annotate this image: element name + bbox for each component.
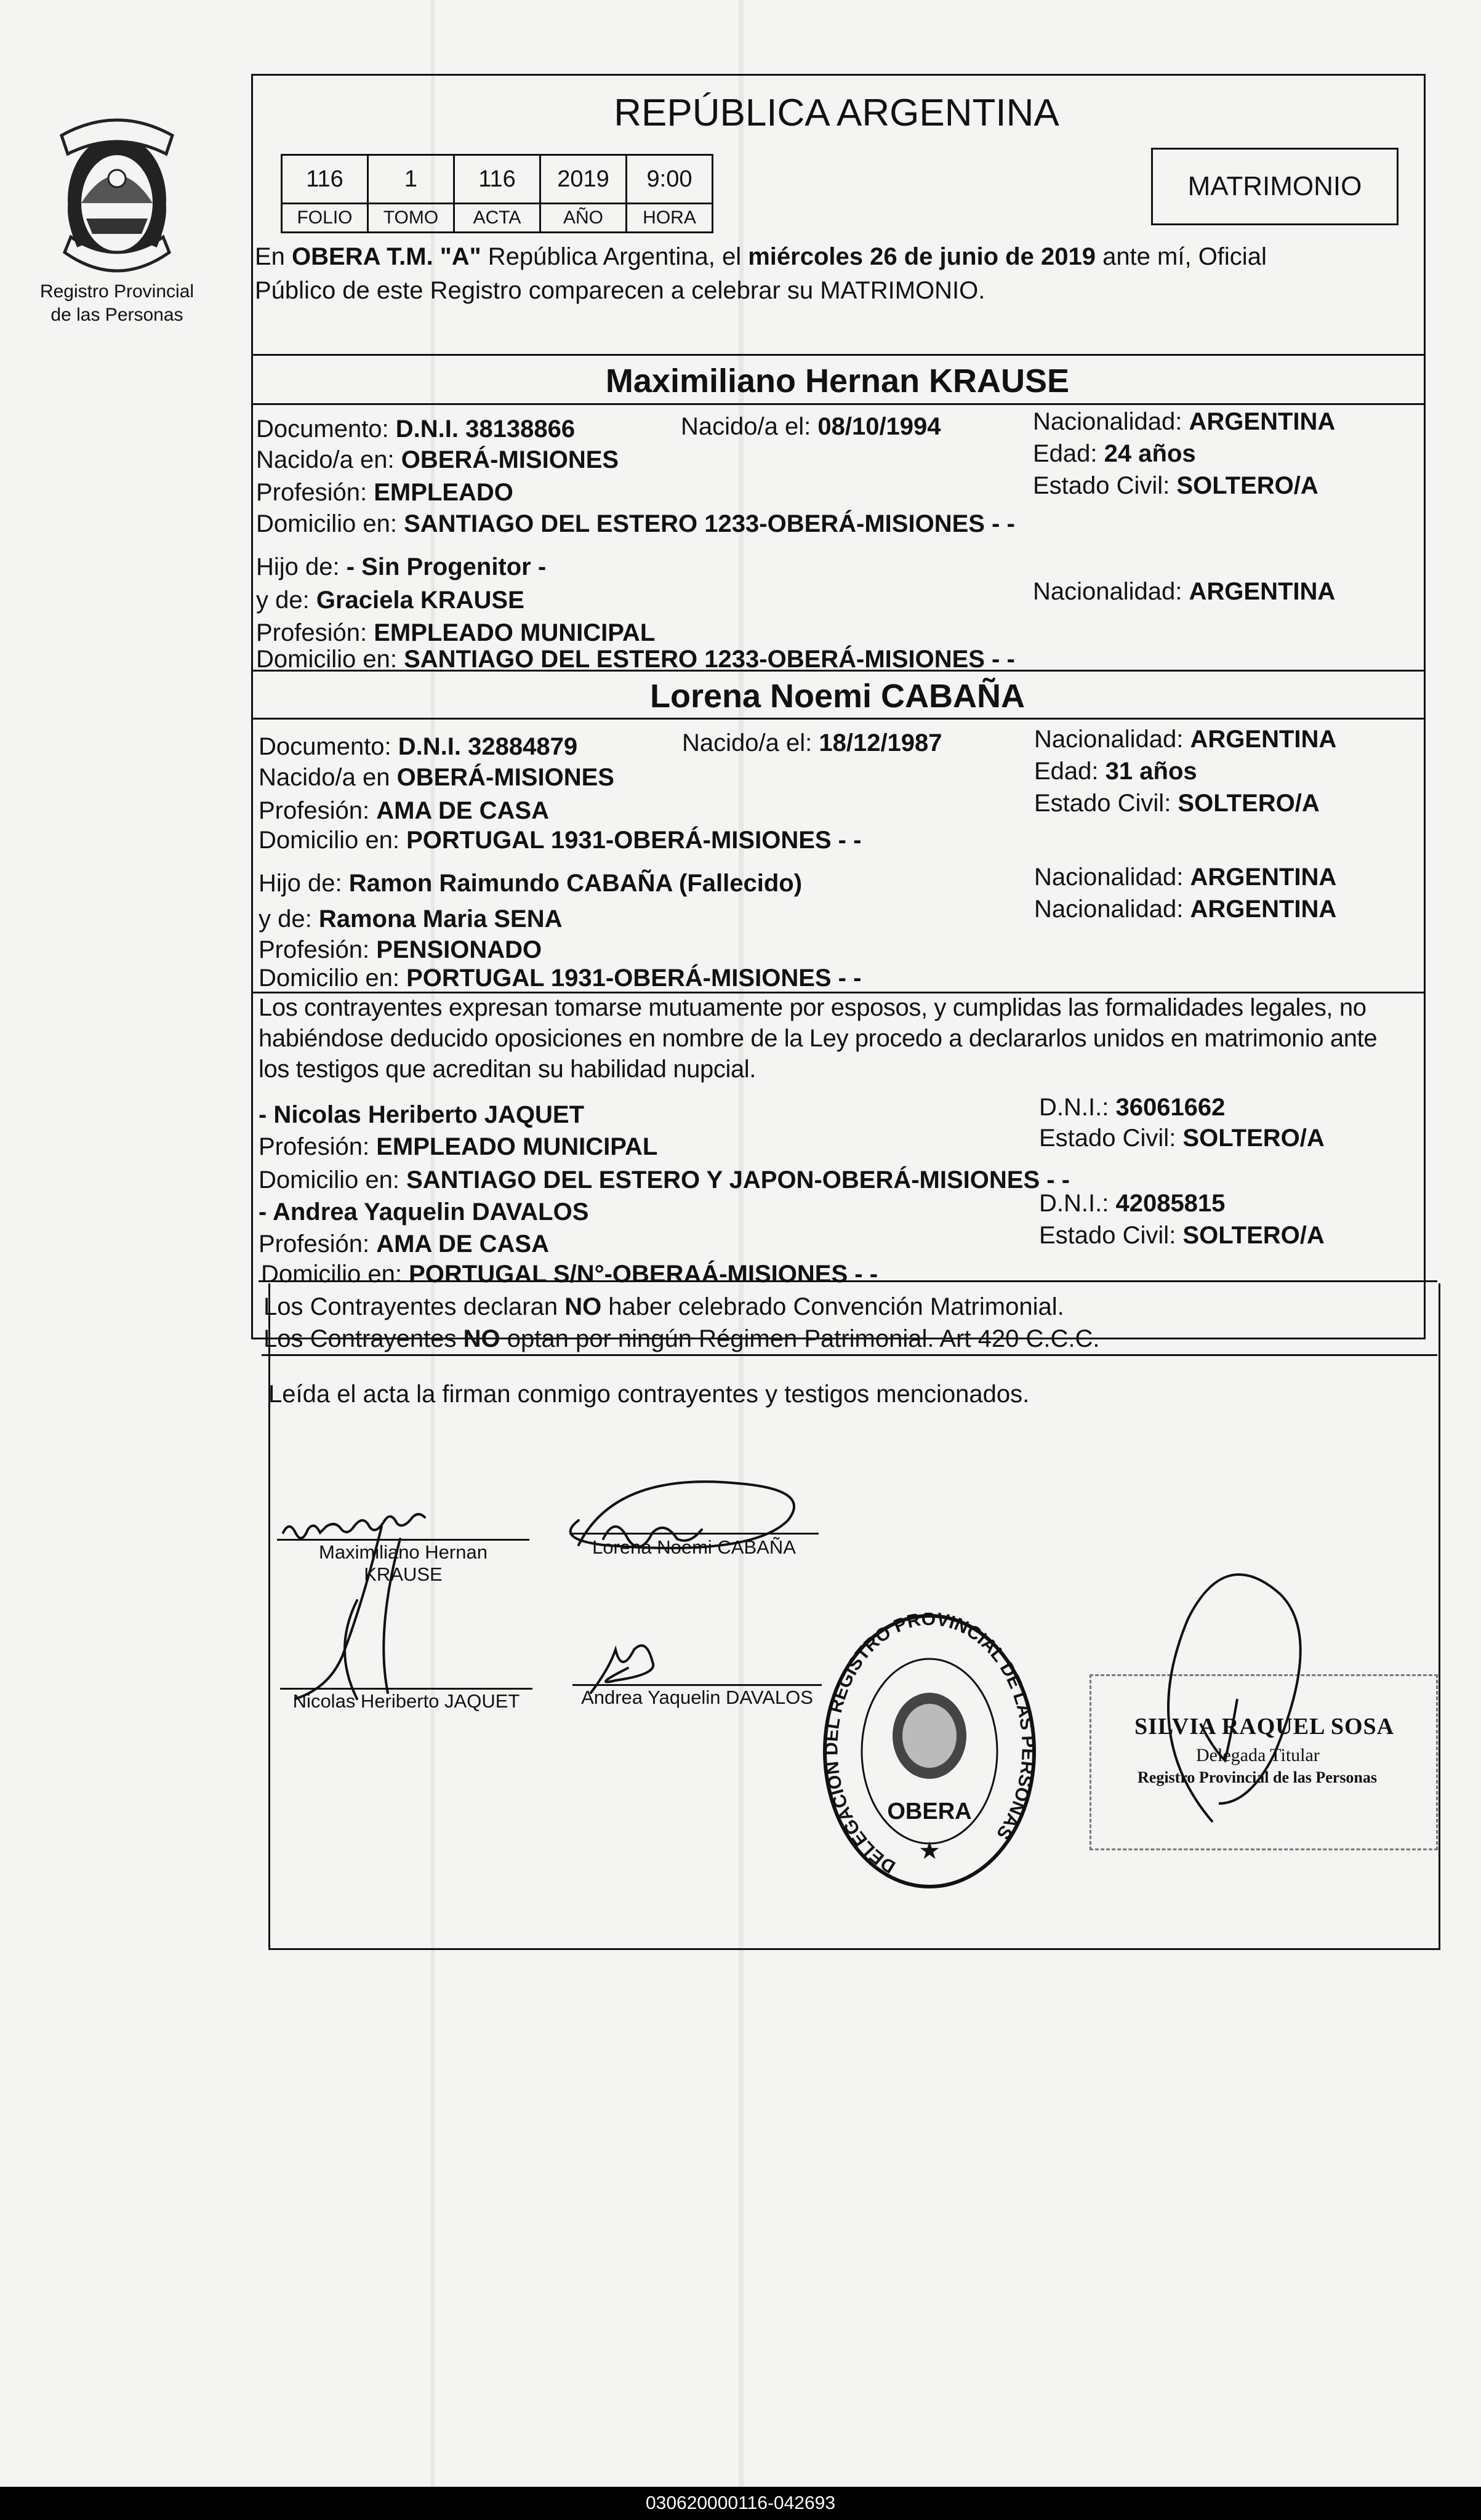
witness2-civil	[1039, 1220, 1325, 1251]
intro-date: miércoles 26 de junio de 2019	[748, 243, 1096, 270]
value: 36061662	[1115, 1094, 1226, 1121]
value: SOLTERO/A	[1182, 1125, 1325, 1152]
emphasis: NO	[463, 1325, 500, 1352]
value: EMPLEADO MUNICIPAL	[374, 619, 656, 646]
value: D.N.I. 32884879	[398, 733, 578, 760]
country-title: REPÚBLICA ARGENTINA	[614, 92, 1059, 134]
witness2-dni	[1039, 1188, 1225, 1219]
hora-label: HORA	[627, 204, 713, 233]
spouse1-mother	[256, 585, 524, 616]
value: Ramona Maria SENA	[318, 905, 563, 933]
spouse1-born-in	[256, 444, 619, 475]
label: Profesión:	[256, 479, 374, 506]
value: D.N.I. 38138866	[395, 415, 576, 443]
label: Nacido/a el:	[682, 729, 819, 756]
spouse1-profession	[256, 477, 513, 508]
value: 18/12/1987	[819, 729, 942, 756]
spouse2-civil	[1034, 788, 1320, 819]
caption-line: Maximiliano Hernan	[319, 1541, 488, 1563]
spouse1-age	[1033, 438, 1196, 469]
declaration-line: Los contrayentes expresan tomarse mutuamente por esposos, y cumplidas las formalidades legales, no	[259, 994, 1367, 1021]
hora-value: 9:00	[627, 155, 713, 204]
value: OBERÁ-MISIONES	[401, 446, 619, 473]
handwritten-signatures	[259, 1440, 874, 1810]
label: y de:	[259, 905, 319, 933]
spouse1-born-on	[681, 411, 941, 442]
official-org: Registro Provincial de las Personas	[1138, 1768, 1378, 1786]
label: Domicilio en:	[256, 646, 404, 673]
value: 42085815	[1115, 1190, 1226, 1217]
stamp-star-icon: ★	[918, 1837, 941, 1865]
label: Nacido/a en:	[256, 446, 401, 473]
label: D.N.I.:	[1039, 1190, 1116, 1217]
tomo-label: TOMO	[368, 204, 454, 233]
value: Ramon Raimundo CABAÑA (Fallecido)	[348, 870, 803, 897]
witness1-name: - Nicolas Heriberto JAQUET	[259, 1101, 585, 1128]
value: EMPLEADO MUNICIPAL	[376, 1133, 658, 1160]
witness1-dni	[1039, 1092, 1225, 1123]
value: ARGENTINA	[1189, 408, 1336, 435]
value: - Sin Progenitor -	[346, 553, 547, 580]
label: Domicilio en:	[259, 965, 407, 992]
spouse1-doc	[256, 414, 575, 444]
label: Profesión:	[259, 797, 377, 824]
label: Profesión:	[259, 1230, 377, 1258]
intro-line2: Público de este Registro comparecen a celebrar su MATRIMONIO.	[255, 277, 985, 304]
value: PENSIONADO	[376, 936, 542, 963]
folio-value: 116	[282, 155, 368, 204]
spouse2-born-in	[259, 762, 614, 793]
text: Los Contrayentes	[263, 1325, 464, 1352]
text: Los Contrayentes declaran	[263, 1293, 565, 1320]
acta-value: 116	[454, 155, 540, 204]
signature-spouse1-flourish	[295, 1527, 400, 1699]
label: Edad:	[1033, 440, 1104, 467]
delegation-round-stamp	[819, 1613, 1040, 1896]
label: Nacionalidad:	[1034, 726, 1190, 753]
spouse2-born-on	[682, 728, 942, 758]
spouse1-parent-address	[256, 644, 1015, 675]
label: Documento:	[256, 415, 396, 443]
convention-line2	[263, 1323, 1100, 1354]
divider	[262, 1354, 1437, 1356]
ano-value: 2019	[540, 155, 627, 204]
spouse1-father	[256, 552, 546, 582]
closing-text: Leída el acta la firman conmigo contrayentes y testigos mencionados.	[268, 1381, 1030, 1408]
label: Profesión:	[259, 1133, 377, 1160]
value: ARGENTINA	[1190, 726, 1337, 753]
official-title: Delegada Titular	[1196, 1745, 1320, 1765]
spouse2-father-nationality	[1034, 862, 1336, 893]
spouse1-name: Maximiliano Hernan KRAUSE	[605, 363, 1070, 399]
value: SANTIAGO DEL ESTERO 1233-OBERÁ-MISIONES - -	[404, 510, 1015, 537]
intro-line1	[255, 241, 1267, 272]
signature-spouse2	[571, 1482, 794, 1548]
label: Nacionalidad:	[1033, 408, 1189, 435]
label: Nacionalidad:	[1034, 864, 1190, 891]
value: ARGENTINA	[1189, 578, 1336, 605]
value: ARGENTINA	[1190, 896, 1337, 923]
spouse2-nationality	[1034, 724, 1336, 755]
signature-caption-spouse2: Lorena Noemi CABAÑA	[592, 1536, 796, 1558]
value: PORTUGAL 1931-OBERÁ-MISIONES - -	[406, 965, 862, 992]
divider	[251, 718, 1424, 720]
acta-label: ACTA	[454, 204, 540, 233]
registry-label-line2: de las Personas	[50, 305, 183, 325]
value: SOLTERO/A	[1176, 472, 1318, 499]
witness1-profession	[259, 1131, 657, 1162]
intro-text: República Argentina, el	[481, 243, 749, 270]
value: 31 años	[1105, 758, 1197, 785]
value: Graciela KRAUSE	[316, 587, 524, 614]
official-signature	[1139, 1563, 1360, 1859]
spouse2-profession	[259, 795, 549, 826]
witness1-address	[259, 1165, 1070, 1195]
label: Nacido/a en	[259, 764, 397, 791]
signature-caption-witness1: Nicolas Heriberto JAQUET	[292, 1690, 520, 1712]
spouse1-mother-nationality	[1033, 576, 1335, 607]
witness2-address	[261, 1262, 878, 1286]
label: Nacionalidad:	[1033, 578, 1189, 605]
value: AMA DE CASA	[376, 797, 549, 824]
label: Hijo de:	[259, 870, 349, 897]
text: optan por ningún Régimen Patrimonial. Art 420 C.C.C.	[500, 1325, 1100, 1352]
value: EMPLEADO	[374, 479, 513, 506]
record-type-box: MATRIMONIO	[1151, 148, 1399, 225]
spouse2-parent-profession	[259, 934, 542, 965]
spouse1-nationality	[1033, 406, 1335, 437]
label: y de:	[256, 587, 316, 614]
label: Estado Civil:	[1039, 1125, 1183, 1152]
value: PORTUGAL 1931-OBERÁ-MISIONES - -	[406, 827, 862, 854]
label: Domicilio en:	[259, 1166, 407, 1194]
ano-label: AÑO	[540, 204, 627, 233]
signature-caption-witness2: Andrea Yaquelin DAVALOS	[581, 1687, 813, 1708]
convention-line1	[263, 1291, 1064, 1322]
spouse2-parent-address	[259, 963, 861, 993]
witness1-civil	[1039, 1123, 1325, 1154]
label: Nacido/a el:	[681, 413, 818, 440]
emphasis: NO	[564, 1293, 602, 1320]
official-name: SILVIA RAQUEL SOSA	[1134, 1714, 1395, 1740]
registry-fields-table	[281, 154, 713, 233]
spouse2-mother-nationality	[1034, 894, 1336, 925]
spouse2-father	[259, 868, 802, 899]
label: Estado Civil:	[1039, 1222, 1183, 1249]
spouse1-civil	[1033, 470, 1318, 501]
value: 08/10/1994	[817, 413, 941, 440]
spouse2-mother	[259, 904, 563, 934]
value: OBERÁ-MISIONES	[396, 764, 614, 791]
witness2-name: - Andrea Yaquelin DAVALOS	[259, 1198, 589, 1226]
stamp-city: OBERA	[887, 1799, 972, 1824]
label: Hijo de:	[256, 553, 347, 580]
label: D.N.I.:	[1039, 1094, 1116, 1121]
label: Edad:	[1034, 758, 1106, 785]
value: SOLTERO/A	[1182, 1222, 1325, 1249]
label: Profesión:	[259, 936, 377, 963]
signature-witness2	[591, 1645, 653, 1693]
tomo-value: 1	[368, 155, 454, 204]
spouse1-address	[256, 508, 1015, 539]
spouse2-age	[1034, 756, 1197, 787]
value: SANTIAGO DEL ESTERO Y JAPON-OBERÁ-MISIONES - -	[406, 1166, 1070, 1194]
label: Profesión:	[256, 619, 374, 646]
registry-label	[18, 280, 215, 327]
value: SOLTERO/A	[1178, 790, 1320, 817]
value: AMA DE CASA	[376, 1230, 549, 1258]
divider	[251, 403, 1424, 405]
intro-text: ante mí, Oficial	[1095, 243, 1267, 270]
text: haber celebrado Convención Matrimonial.	[601, 1293, 1064, 1320]
spouse2-name: Lorena Noemi CABAÑA	[649, 678, 1025, 715]
signature-spouse1	[283, 1514, 425, 1538]
value: PORTUGAL S/N°-OBERAÁ-MISIONES - -	[409, 1261, 878, 1288]
label: Estado Civil:	[1034, 790, 1178, 817]
value: ARGENTINA	[1190, 864, 1337, 891]
label: Domicilio en:	[256, 510, 404, 537]
declaration-line: habiéndose deducido oposiciones en nombre de la Ley procedo a declararlos unidos en matrimonio ante	[259, 1025, 1378, 1052]
declaration-paragraph	[259, 992, 1377, 1085]
label: Documento:	[259, 733, 398, 760]
caption-line: KRAUSE	[364, 1563, 443, 1585]
spouse2-doc	[259, 731, 577, 762]
footer-code: 030620000116-042693	[0, 2487, 1481, 2520]
stamp-round-text-path: DELEGACION DEL REGISTRO PROVINCIAL DE LAS PERSONAS	[821, 1613, 1038, 1877]
label: Nacionalidad:	[1034, 896, 1190, 923]
folio-label: FOLIO	[282, 204, 368, 233]
intro-text: En	[255, 243, 292, 270]
intro-place: OBERA T.M. "A"	[292, 243, 481, 270]
label: Domicilio en:	[259, 827, 407, 854]
witness2-profession	[259, 1229, 549, 1259]
provincia-misiones-seal-icon	[43, 111, 191, 283]
spouse2-address	[259, 825, 861, 856]
divider	[251, 354, 1424, 356]
value: SANTIAGO DEL ESTERO 1233-OBERÁ-MISIONES - -	[404, 646, 1015, 673]
declaration-line: los testigos que acreditan su habilidad nupcial.	[259, 1056, 757, 1083]
label: Domicilio en:	[261, 1261, 409, 1288]
registry-label-line1: Registro Provincial	[39, 281, 195, 302]
label: Estado Civil:	[1033, 472, 1177, 499]
value: 24 años	[1104, 440, 1196, 467]
